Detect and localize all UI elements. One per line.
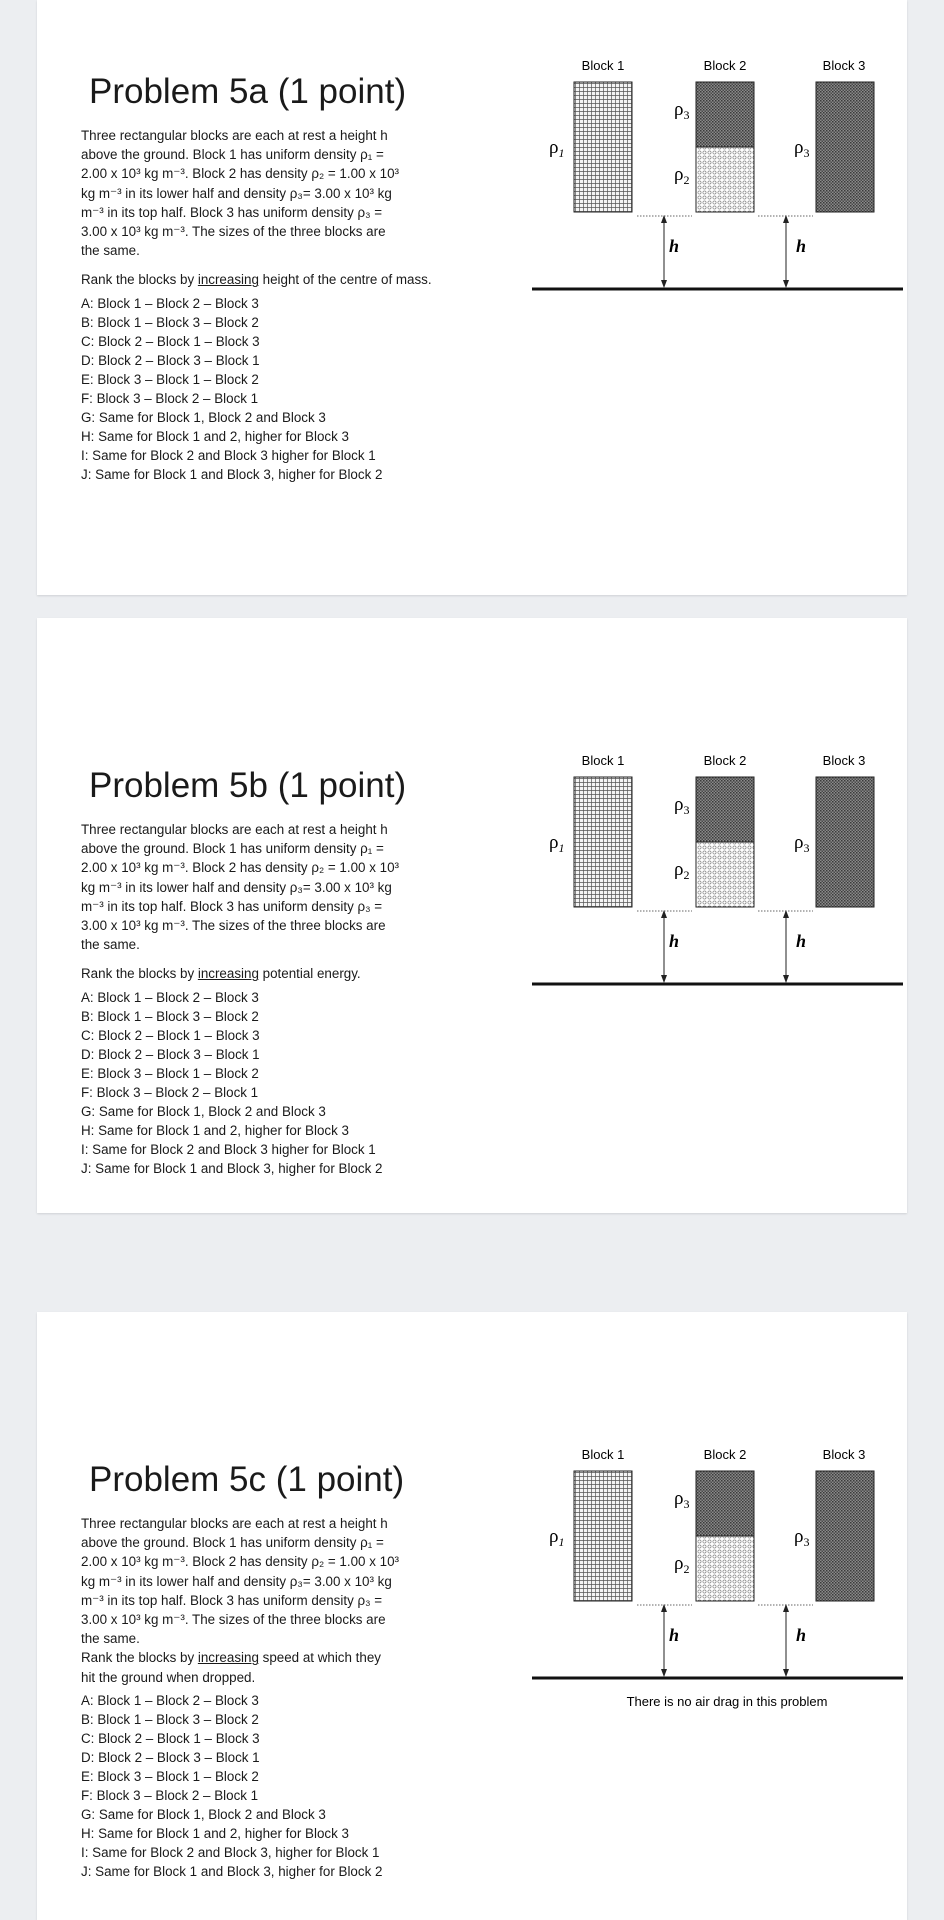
problem-question: Rank the blocks by increasing speed at which they hit the ground when dropped. xyxy=(81,1650,381,1685)
problem-text xyxy=(81,766,471,1178)
option-h[interactable]: H: Same for Block 1 and 2, higher for Block 3 xyxy=(81,428,349,444)
block-2-top xyxy=(696,1471,754,1536)
block-2-bottom xyxy=(696,1536,754,1601)
option-i[interactable]: I: Same for Block 2 and Block 3, higher for Block 1 xyxy=(81,1844,380,1860)
problem-intro: Three rectangular blocks are each at rest a height h above the ground. Block 1 has uniform density ρ₁ = 2.00 x 10³ kg m⁻³. Block 2 has density ρ₂ = 1.00 x 10³ kg m⁻³ in its lower half and density ρ₃= 3.00 x 10³ kg m⁻³ in its top half. Block 3 has uniform density ρ₃ = 3.00 x 10³ kg m⁻³. The sizes of the three blocks are the same. xyxy=(81,1516,399,1647)
answer-options xyxy=(81,988,471,1178)
option-j[interactable]: J: Same for Block 1 and Block 3, higher for Block 2 xyxy=(81,1160,383,1176)
option-c[interactable]: C: Block 2 – Block 1 – Block 3 xyxy=(81,1730,260,1746)
block-3-label: Block 3 xyxy=(822,753,866,768)
block-3-label: Block 3 xyxy=(822,58,866,73)
slide-problem-5c xyxy=(37,1312,907,1920)
option-f[interactable]: F: Block 3 – Block 2 – Block 1 xyxy=(81,390,259,406)
option-a[interactable]: A: Block 1 – Block 2 – Block 3 xyxy=(81,1692,259,1708)
option-d[interactable]: D: Block 2 – Block 3 – Block 1 xyxy=(81,1046,260,1062)
option-i[interactable]: I: Same for Block 2 and Block 3 higher for Block 1 xyxy=(81,1141,376,1157)
block-3 xyxy=(816,82,874,212)
problem-text xyxy=(81,72,471,484)
option-b[interactable]: B: Block 1 – Block 3 – Block 2 xyxy=(81,1711,259,1727)
rho-3-label-block2: $\rho_3$ xyxy=(674,1488,690,1511)
block-3 xyxy=(816,1471,874,1601)
block-2-label: Block 2 xyxy=(703,753,747,768)
block-1-label: Block 1 xyxy=(581,753,625,768)
option-c[interactable]: C: Block 2 – Block 1 – Block 3 xyxy=(81,333,260,349)
problem-text xyxy=(81,1460,471,1881)
blocks-diagram xyxy=(487,750,907,1010)
problem-title: Problem 5b (1 point) xyxy=(89,766,407,805)
option-e[interactable]: E: Block 3 – Block 1 – Block 2 xyxy=(81,1065,259,1081)
option-g[interactable]: G: Same for Block 1, Block 2 and Block 3 xyxy=(81,1806,326,1822)
rho-3-label-block3: $\rho_3$ xyxy=(794,137,810,160)
problem-intro: Three rectangular blocks are each at rest a height h above the ground. Block 1 has uniform density ρ₁ = 2.00 x 10³ kg m⁻³. Block 2 has density ρ₂ = 1.00 x 10³ kg m⁻³ in its lower half and density ρ₃= 3.00 x 10³ kg m⁻³ in its top half. Block 3 has uniform density ρ₃ = 3.00 x 10³ kg m⁻³. The sizes of the three blocks are the same. xyxy=(81,822,399,953)
block-2-top xyxy=(696,777,754,842)
blocks-diagram xyxy=(487,55,907,315)
problem-question: Rank the blocks by increasing height of the centre of mass. xyxy=(81,272,432,288)
problem-title: Problem 5a (1 point) xyxy=(89,72,407,111)
rho-3-label-block2: $\rho_3$ xyxy=(674,99,690,122)
h-label-left: h xyxy=(669,931,680,951)
option-d[interactable]: D: Block 2 – Block 3 – Block 1 xyxy=(81,1749,260,1765)
option-g[interactable]: G: Same for Block 1, Block 2 and Block 3 xyxy=(81,409,326,425)
h-label-left: h xyxy=(669,1625,680,1645)
rho-3-label-block3: $\rho_3$ xyxy=(794,1526,810,1549)
rho-1-label: $\rho_1$ xyxy=(549,137,565,160)
rho-3-label-block2: $\rho_3$ xyxy=(674,794,690,817)
h-label-left: h xyxy=(669,236,680,256)
option-a[interactable]: A: Block 1 – Block 2 – Block 3 xyxy=(81,295,259,311)
option-g[interactable]: G: Same for Block 1, Block 2 and Block 3 xyxy=(81,1103,326,1119)
option-j[interactable]: J: Same for Block 1 and Block 3, higher for Block 2 xyxy=(81,466,383,482)
block-2-label: Block 2 xyxy=(703,1447,747,1462)
rho-1-label: $\rho_1$ xyxy=(549,832,565,855)
rho-2-label: $\rho_2$ xyxy=(674,1553,690,1576)
option-j[interactable]: J: Same for Block 1 and Block 3, higher for Block 2 xyxy=(81,1863,383,1879)
block-3-label: Block 3 xyxy=(822,1447,866,1462)
option-e[interactable]: E: Block 3 – Block 1 – Block 2 xyxy=(81,371,259,387)
option-f[interactable]: F: Block 3 – Block 2 – Block 1 xyxy=(81,1084,259,1100)
rho-1-label: $\rho_1$ xyxy=(549,1526,565,1549)
block-1-label: Block 1 xyxy=(581,58,625,73)
option-b[interactable]: B: Block 1 – Block 3 – Block 2 xyxy=(81,314,259,330)
block-3 xyxy=(816,777,874,907)
slide-problem-5a xyxy=(37,0,907,595)
option-e[interactable]: E: Block 3 – Block 1 – Block 2 xyxy=(81,1768,259,1784)
problem-intro: Three rectangular blocks are each at rest a height h above the ground. Block 1 has uniform density ρ₁ = 2.00 x 10³ kg m⁻³. Block 2 has density ρ₂ = 1.00 x 10³ kg m⁻³ in its lower half and density ρ₃= 3.00 x 10³ kg m⁻³ in its top half. Block 3 has uniform density ρ₃ = 3.00 x 10³ kg m⁻³. The sizes of the three blocks are the same. xyxy=(81,128,399,259)
block-1 xyxy=(574,777,632,907)
option-f[interactable]: F: Block 3 – Block 2 – Block 1 xyxy=(81,1787,259,1803)
block-1 xyxy=(574,1471,632,1601)
rho-2-label: $\rho_2$ xyxy=(674,859,690,882)
block-2-bottom xyxy=(696,842,754,907)
rho-2-label: $\rho_2$ xyxy=(674,164,690,187)
block-2-top xyxy=(696,82,754,147)
problem-title: Problem 5c (1 point) xyxy=(89,1460,405,1499)
blocks-diagram xyxy=(487,1444,907,1709)
option-h[interactable]: H: Same for Block 1 and 2, higher for Block 3 xyxy=(81,1122,349,1138)
h-label-right: h xyxy=(796,1625,807,1645)
block-2-label: Block 2 xyxy=(703,58,747,73)
option-b[interactable]: B: Block 1 – Block 3 – Block 2 xyxy=(81,1008,259,1024)
option-i[interactable]: I: Same for Block 2 and Block 3 higher for Block 1 xyxy=(81,447,376,463)
h-label-right: h xyxy=(796,236,807,256)
slide-problem-5b xyxy=(37,618,907,1213)
block-2-bottom xyxy=(696,147,754,212)
rho-3-label-block3: $\rho_3$ xyxy=(794,832,810,855)
option-d[interactable]: D: Block 2 – Block 3 – Block 1 xyxy=(81,352,260,368)
option-c[interactable]: C: Block 2 – Block 1 – Block 3 xyxy=(81,1027,260,1043)
air-drag-note: There is no air drag in this problem xyxy=(626,1694,828,1709)
option-a[interactable]: A: Block 1 – Block 2 – Block 3 xyxy=(81,989,259,1005)
block-1-label: Block 1 xyxy=(581,1447,625,1462)
block-1 xyxy=(574,82,632,212)
answer-options xyxy=(81,294,471,484)
option-h[interactable]: H: Same for Block 1 and 2, higher for Block 3 xyxy=(81,1825,349,1841)
problem-question: Rank the blocks by increasing potential energy. xyxy=(81,966,361,982)
h-label-right: h xyxy=(796,931,807,951)
answer-options xyxy=(81,1691,471,1881)
